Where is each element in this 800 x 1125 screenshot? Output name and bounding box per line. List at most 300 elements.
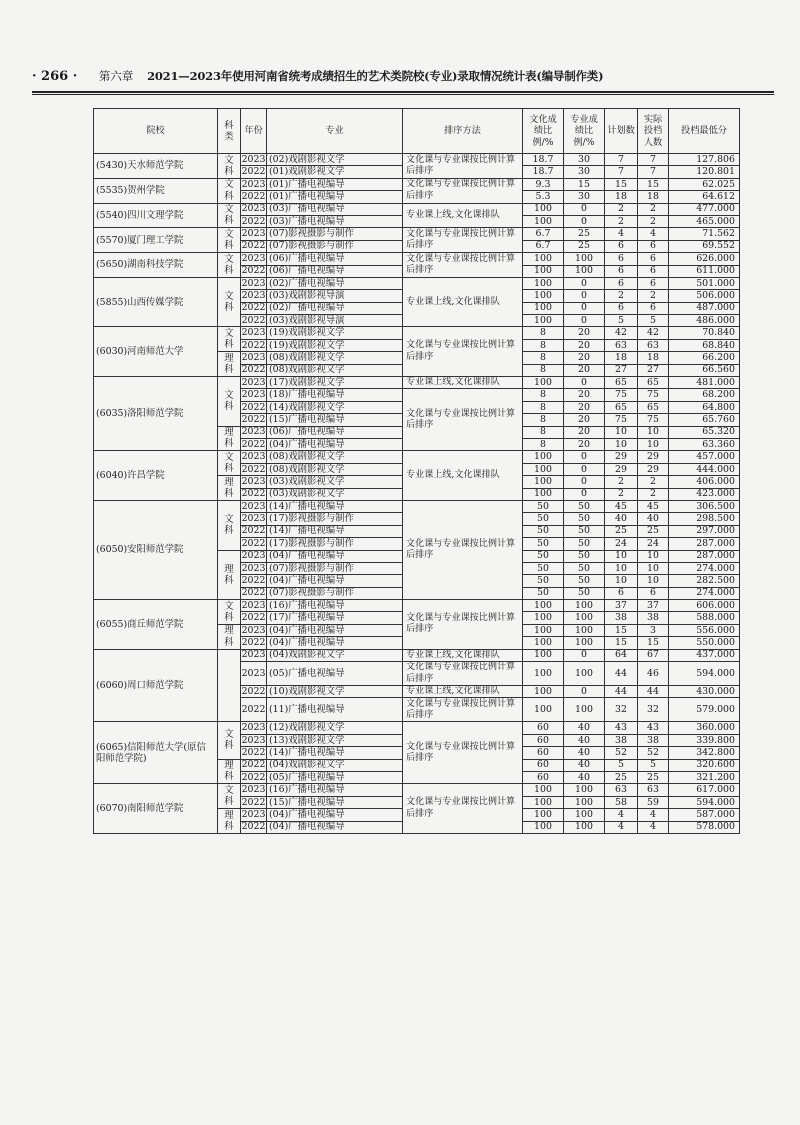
actual-cell: 2 (638, 476, 669, 488)
culture-ratio-cell: 8 (523, 389, 564, 401)
culture-ratio-cell: 100 (523, 600, 564, 612)
plan-cell: 25 (605, 771, 638, 783)
major-cell: (14)广播电视编导 (267, 525, 403, 537)
actual-cell: 29 (638, 451, 669, 463)
prof-ratio-cell: 100 (564, 265, 605, 277)
prof-ratio-cell: 50 (564, 525, 605, 537)
subject-cell: 文科 (218, 784, 241, 809)
major-cell: (04)广播电视编导 (267, 550, 403, 562)
actual-cell: 42 (638, 327, 669, 339)
year-cell: 2023 (241, 662, 267, 686)
table-row (94, 253, 740, 265)
prof-ratio-cell: 50 (564, 513, 605, 525)
subject-cell: 文科 (218, 228, 241, 253)
plan-cell: 7 (605, 154, 638, 166)
year-cell: 2023 (241, 784, 266, 796)
prof-ratio-cell: 50 (564, 550, 605, 562)
school-cell: (6035)洛阳师范学院 (94, 377, 218, 451)
actual-cell: 40 (638, 513, 669, 525)
year-cell: 2022 (241, 698, 267, 722)
prof-ratio-cell: 100 (564, 624, 605, 636)
culture-ratio-cell: 60 (523, 734, 564, 746)
table-row (94, 178, 740, 190)
year-cell: 2022 (241, 166, 266, 178)
min-score-cell: 481.000 (669, 377, 740, 389)
prof-ratio-cell: 100 (564, 796, 605, 808)
actual-cell: 4 (638, 228, 669, 240)
plan-cell: 32 (605, 698, 638, 722)
min-score-cell: 506.000 (669, 290, 740, 302)
chapter-label: 第六章 (98, 69, 134, 83)
subject-cell: 理科 (218, 476, 241, 501)
culture-ratio-cell: 60 (523, 759, 564, 771)
culture-ratio-cell: 50 (523, 575, 564, 587)
plan-cell: 2 (605, 488, 638, 500)
prof-ratio-cell: 100 (564, 612, 605, 624)
plan-cell: 4 (605, 228, 638, 240)
min-score-cell: 606.000 (669, 600, 740, 612)
actual-cell: 7 (638, 166, 669, 178)
major-cell: (17)影视摄影与制作 (267, 538, 403, 550)
culture-ratio-cell: 6.7 (523, 240, 564, 252)
culture-ratio-cell: 100 (523, 290, 564, 302)
year-cell: 2023 (241, 722, 266, 734)
min-score-cell: 360.000 (669, 722, 740, 734)
table-row (94, 649, 740, 661)
major-cell: (08)戏剧影视文学 (267, 352, 403, 364)
subject-cell: 文科 (218, 154, 241, 179)
min-score-cell: 127.806 (669, 154, 740, 166)
culture-ratio-cell: 100 (523, 698, 564, 722)
plan-cell: 42 (605, 327, 638, 339)
subject-cell: 文科 (218, 277, 241, 327)
culture-ratio-cell: 18.7 (523, 166, 564, 178)
actual-cell: 6 (638, 277, 669, 289)
prof-ratio-cell: 0 (564, 488, 605, 500)
prof-ratio-cell: 50 (564, 500, 605, 512)
actual-cell: 15 (638, 178, 669, 190)
min-score-cell: 298.500 (669, 513, 740, 525)
major-cell: (06)广播电视编导 (267, 253, 403, 265)
culture-ratio-cell: 50 (523, 538, 564, 550)
plan-cell: 52 (605, 747, 638, 759)
col-header-culture-ratio: 文化成绩比例/% (523, 109, 564, 154)
admission-table (93, 108, 740, 834)
school-cell: (6040)许昌学院 (94, 451, 218, 501)
subject-cell: 文科 (218, 451, 241, 476)
prof-ratio-cell: 40 (564, 722, 605, 734)
major-cell: (04)广播电视编导 (267, 624, 403, 636)
major-cell: (03)戏剧影视文学 (267, 476, 403, 488)
culture-ratio-cell: 100 (523, 476, 564, 488)
actual-cell: 46 (638, 662, 669, 686)
actual-cell: 67 (638, 649, 669, 661)
plan-cell: 24 (605, 538, 638, 550)
school-cell: (6050)安阳师范学院 (94, 500, 218, 599)
min-score-cell: 556.000 (669, 624, 740, 636)
culture-ratio-cell: 100 (523, 686, 564, 698)
year-cell: 2023 (241, 599, 266, 611)
school-cell: (5535)贺州学院 (94, 178, 218, 203)
actual-cell: 5 (638, 759, 669, 771)
subject-cell: 文科 (218, 377, 241, 427)
major-cell: (03)广播电视编导 (267, 215, 403, 227)
min-score-cell: 320.600 (669, 759, 740, 771)
actual-cell: 10 (638, 562, 669, 574)
culture-ratio-cell: 18.7 (523, 154, 564, 166)
year-cell: 2023 (241, 550, 266, 562)
actual-cell: 38 (638, 734, 669, 746)
actual-cell: 18 (638, 191, 669, 203)
table-row (94, 277, 740, 289)
prof-ratio-cell: 30 (564, 191, 605, 203)
min-score-cell: 444.000 (669, 463, 740, 475)
major-cell: (08)戏剧影视文学 (267, 463, 403, 475)
major-cell: (04)广播电视编导 (267, 809, 403, 821)
plan-cell: 10 (605, 550, 638, 562)
actual-cell: 75 (638, 389, 669, 401)
col-header-min-score: 投档最低分 (669, 109, 740, 154)
school-cell: (6070)南阳师范学院 (94, 784, 218, 834)
actual-cell: 6 (638, 265, 669, 277)
plan-cell: 64 (605, 649, 638, 661)
major-cell: (17)广播电视编导 (267, 612, 403, 624)
plan-cell: 44 (605, 686, 638, 698)
major-cell: (04)广播电视编导 (267, 637, 403, 649)
plan-cell: 6 (605, 265, 638, 277)
school-cell: (6055)商丘师范学院 (94, 600, 218, 650)
method-cell: 文化课与专业课按比例计算后排序 (403, 389, 523, 451)
culture-ratio-cell: 60 (523, 771, 564, 783)
plan-cell: 29 (605, 463, 638, 475)
prof-ratio-cell: 0 (564, 302, 605, 314)
year-cell: 2022 (241, 525, 266, 537)
major-cell: (07)影视摄影与制作 (267, 228, 403, 240)
prof-ratio-cell: 0 (564, 377, 605, 389)
prof-ratio-cell: 20 (564, 364, 605, 376)
culture-ratio-cell: 50 (523, 587, 564, 599)
prof-ratio-cell: 50 (564, 562, 605, 574)
plan-cell: 63 (605, 339, 638, 351)
actual-cell: 45 (638, 500, 669, 512)
culture-ratio-cell: 8 (523, 401, 564, 413)
subject-cell (218, 649, 241, 722)
plan-cell: 4 (605, 821, 638, 833)
table-row (94, 500, 740, 512)
culture-ratio-cell: 100 (523, 649, 564, 661)
prof-ratio-cell: 0 (564, 451, 605, 463)
year-cell: 2023 (241, 500, 266, 512)
min-score-cell: 501.000 (669, 277, 740, 289)
method-cell: 文化课与专业课按比例计算后排序 (403, 253, 523, 278)
major-cell: (03)戏剧影视文学 (267, 488, 403, 500)
year-cell: 2022 (241, 413, 266, 425)
min-score-cell: 63.360 (669, 438, 740, 450)
major-cell: (07)影视摄影与制作 (267, 587, 403, 599)
major-cell: (04)广播电视编导 (267, 821, 403, 833)
col-header-plan: 计划数 (605, 109, 638, 154)
prof-ratio-cell: 0 (564, 277, 605, 289)
year-cell: 2023 (241, 389, 266, 401)
method-cell: 文化课与专业课按比例计算后排序 (403, 154, 523, 179)
year-cell: 2023 (241, 562, 266, 574)
method-cell: 文化课与专业课按比例计算后排序 (403, 722, 523, 784)
year-cell: 2022 (241, 488, 266, 500)
plan-cell: 58 (605, 796, 638, 808)
prof-ratio-cell: 50 (564, 587, 605, 599)
header-rule-thin (32, 94, 774, 95)
major-cell: (07)影视摄影与制作 (267, 562, 403, 574)
method-cell: 文化课与专业课按比例计算后排序 (403, 784, 523, 834)
min-score-cell: 617.000 (669, 784, 740, 796)
actual-cell: 32 (638, 698, 669, 722)
plan-cell: 15 (605, 637, 638, 649)
actual-cell: 24 (638, 538, 669, 550)
actual-cell: 63 (638, 339, 669, 351)
prof-ratio-cell: 100 (564, 600, 605, 612)
min-score-cell: 66.200 (669, 352, 740, 364)
min-score-cell: 66.560 (669, 364, 740, 376)
plan-cell: 65 (605, 377, 638, 389)
table-header-row (94, 109, 740, 154)
plan-cell: 6 (605, 302, 638, 314)
prof-ratio-cell: 100 (564, 821, 605, 833)
min-score-cell: 430.000 (669, 686, 740, 698)
year-cell: 2022 (241, 339, 266, 351)
prof-ratio-cell: 100 (564, 662, 605, 686)
school-cell: (6030)河南师范大学 (94, 327, 218, 377)
prof-ratio-cell: 0 (564, 649, 605, 661)
min-score-cell: 282.500 (669, 575, 740, 587)
method-cell: 文化课与专业课按比例计算后排序 (403, 228, 523, 253)
min-score-cell: 342.800 (669, 747, 740, 759)
year-cell: 2023 (241, 228, 266, 240)
min-score-cell: 579.000 (669, 698, 740, 722)
plan-cell: 2 (605, 290, 638, 302)
culture-ratio-cell: 100 (523, 377, 564, 389)
culture-ratio-cell: 100 (523, 277, 564, 289)
plan-cell: 10 (605, 426, 638, 438)
header-rule (32, 91, 774, 93)
prof-ratio-cell: 0 (564, 463, 605, 475)
prof-ratio-cell: 20 (564, 389, 605, 401)
year-cell: 2023 (241, 426, 266, 438)
year-cell: 2022 (241, 190, 266, 202)
major-cell: (13)戏剧影视文学 (267, 734, 403, 746)
year-cell: 2022 (241, 821, 266, 833)
culture-ratio-cell: 100 (523, 784, 564, 796)
prof-ratio-cell: 30 (564, 166, 605, 178)
year-cell: 2023 (241, 290, 266, 302)
major-cell: (02)广播电视编导 (267, 302, 403, 314)
year-cell: 2023 (241, 475, 266, 487)
major-cell: (19)戏剧影视文学 (267, 327, 403, 339)
prof-ratio-cell: 40 (564, 747, 605, 759)
major-cell: (06)广播电视编导 (267, 265, 403, 277)
min-score-cell: 611.000 (669, 265, 740, 277)
plan-cell: 63 (605, 784, 638, 796)
method-cell: 专业课上线,文化课排队 (403, 203, 523, 228)
prof-ratio-cell: 25 (564, 228, 605, 240)
prof-ratio-cell: 30 (564, 154, 605, 166)
actual-cell: 63 (638, 784, 669, 796)
min-score-cell: 306.500 (669, 500, 740, 512)
culture-ratio-cell: 100 (523, 302, 564, 314)
prof-ratio-cell: 0 (564, 686, 605, 698)
actual-cell: 44 (638, 686, 669, 698)
year-cell: 2022 (241, 759, 266, 771)
prof-ratio-cell: 25 (564, 240, 605, 252)
plan-cell: 38 (605, 734, 638, 746)
col-header-prof-ratio: 专业成绩比例/% (564, 109, 605, 154)
year-cell: 2023 (241, 734, 266, 746)
culture-ratio-cell: 9.3 (523, 178, 564, 190)
culture-ratio-cell: 5.3 (523, 191, 564, 203)
year-cell: 2023 (241, 277, 266, 289)
prof-ratio-cell: 50 (564, 575, 605, 587)
prof-ratio-cell: 100 (564, 253, 605, 265)
subject-cell: 文科 (218, 722, 241, 759)
min-score-cell: 69.552 (669, 240, 740, 252)
min-score-cell: 486.000 (669, 315, 740, 327)
culture-ratio-cell: 100 (523, 451, 564, 463)
min-score-cell: 594.000 (669, 796, 740, 808)
year-cell: 2022 (241, 302, 266, 314)
major-cell: (03)戏剧影视导演 (267, 290, 403, 302)
plan-cell: 40 (605, 513, 638, 525)
min-score-cell: 120.801 (669, 166, 740, 178)
subject-cell: 理科 (218, 624, 241, 649)
actual-cell: 4 (638, 809, 669, 821)
major-cell: (02)广播电视编导 (267, 277, 403, 289)
method-cell: 专业课上线,文化课排队 (403, 451, 523, 501)
table-row (94, 228, 740, 240)
major-cell: (16)广播电视编导 (267, 600, 403, 612)
prof-ratio-cell: 0 (564, 203, 605, 215)
min-score-cell: 487.000 (669, 302, 740, 314)
school-cell: (5540)四川文理学院 (94, 203, 218, 228)
year-cell: 2023 (241, 178, 266, 190)
plan-cell: 65 (605, 401, 638, 413)
table-row (94, 451, 740, 463)
culture-ratio-cell: 100 (523, 637, 564, 649)
major-cell: (05)广播电视编导 (267, 771, 403, 783)
min-score-cell: 465.000 (669, 215, 740, 227)
method-cell: 专业课上线,文化课排队 (403, 377, 523, 389)
plan-cell: 25 (605, 525, 638, 537)
culture-ratio-cell: 8 (523, 327, 564, 339)
min-score-cell: 287.000 (669, 538, 740, 550)
min-score-cell: 65.320 (669, 426, 740, 438)
plan-cell: 6 (605, 253, 638, 265)
actual-cell: 6 (638, 253, 669, 265)
plan-cell: 27 (605, 364, 638, 376)
prof-ratio-cell: 0 (564, 290, 605, 302)
subject-cell: 理科 (218, 550, 241, 600)
plan-cell: 44 (605, 662, 638, 686)
prof-ratio-cell: 50 (564, 538, 605, 550)
table-row (94, 377, 740, 389)
subject-cell: 文科 (218, 327, 241, 352)
culture-ratio-cell: 50 (523, 550, 564, 562)
year-cell: 2023 (241, 252, 266, 264)
major-cell: (11)广播电视编导 (267, 698, 403, 722)
min-score-cell: 64.800 (669, 401, 740, 413)
min-score-cell: 477.000 (669, 203, 740, 215)
plan-cell: 75 (605, 414, 638, 426)
prof-ratio-cell: 20 (564, 401, 605, 413)
plan-cell: 4 (605, 809, 638, 821)
year-cell: 2022 (241, 636, 266, 648)
min-score-cell: 550.000 (669, 637, 740, 649)
actual-cell: 5 (638, 315, 669, 327)
min-score-cell: 287.000 (669, 550, 740, 562)
min-score-cell: 437.000 (669, 649, 740, 661)
year-cell: 2023 (241, 352, 266, 363)
school-cell: (5650)湖南科技学院 (94, 253, 218, 278)
culture-ratio-cell: 6.7 (523, 228, 564, 240)
method-cell: 专业课上线,文化课排队 (403, 277, 523, 327)
major-cell: (16)广播电视编导 (267, 784, 403, 796)
year-cell: 2022 (241, 314, 266, 326)
actual-cell: 6 (638, 587, 669, 599)
year-cell: 2023 (241, 203, 266, 215)
min-score-cell: 626.000 (669, 253, 740, 265)
major-cell: (04)戏剧影视文学 (267, 759, 403, 771)
major-cell: (01)戏剧影视文学 (267, 166, 403, 178)
min-score-cell: 71.562 (669, 228, 740, 240)
major-cell: (04)广播电视编导 (267, 575, 403, 587)
major-cell: (02)戏剧影视文学 (267, 154, 403, 166)
year-cell: 2023 (241, 513, 266, 525)
min-score-cell: 68.840 (669, 339, 740, 351)
min-score-cell: 297.000 (669, 525, 740, 537)
actual-cell: 10 (638, 550, 669, 562)
culture-ratio-cell: 100 (523, 809, 564, 821)
major-cell: (15)广播电视编导 (267, 796, 403, 808)
prof-ratio-cell: 20 (564, 414, 605, 426)
year-cell: 2022 (241, 537, 266, 549)
plan-cell: 38 (605, 612, 638, 624)
plan-cell: 7 (605, 166, 638, 178)
prof-ratio-cell: 20 (564, 327, 605, 339)
plan-cell: 18 (605, 352, 638, 364)
min-score-cell: 406.000 (669, 476, 740, 488)
col-header-year: 年份 (241, 109, 267, 154)
prof-ratio-cell: 40 (564, 771, 605, 783)
actual-cell: 6 (638, 240, 669, 252)
subject-cell: 理科 (218, 426, 241, 451)
major-cell: (17)影视摄影与制作 (267, 513, 403, 525)
year-cell: 2022 (241, 685, 266, 697)
prof-ratio-cell: 20 (564, 339, 605, 351)
prof-ratio-cell: 15 (564, 178, 605, 190)
min-score-cell: 457.000 (669, 451, 740, 463)
year-cell: 2022 (241, 401, 266, 413)
school-cell: (5430)天水师范学院 (94, 154, 218, 179)
min-score-cell: 64.612 (669, 191, 740, 203)
major-cell: (08)戏剧影视文学 (267, 451, 403, 463)
prof-ratio-cell: 0 (564, 476, 605, 488)
actual-cell: 10 (638, 438, 669, 450)
culture-ratio-cell: 8 (523, 426, 564, 438)
table-row (94, 154, 740, 166)
actual-cell: 10 (638, 575, 669, 587)
culture-ratio-cell: 100 (523, 203, 564, 215)
plan-cell: 2 (605, 215, 638, 227)
year-cell: 2023 (241, 649, 266, 661)
culture-ratio-cell: 60 (523, 747, 564, 759)
